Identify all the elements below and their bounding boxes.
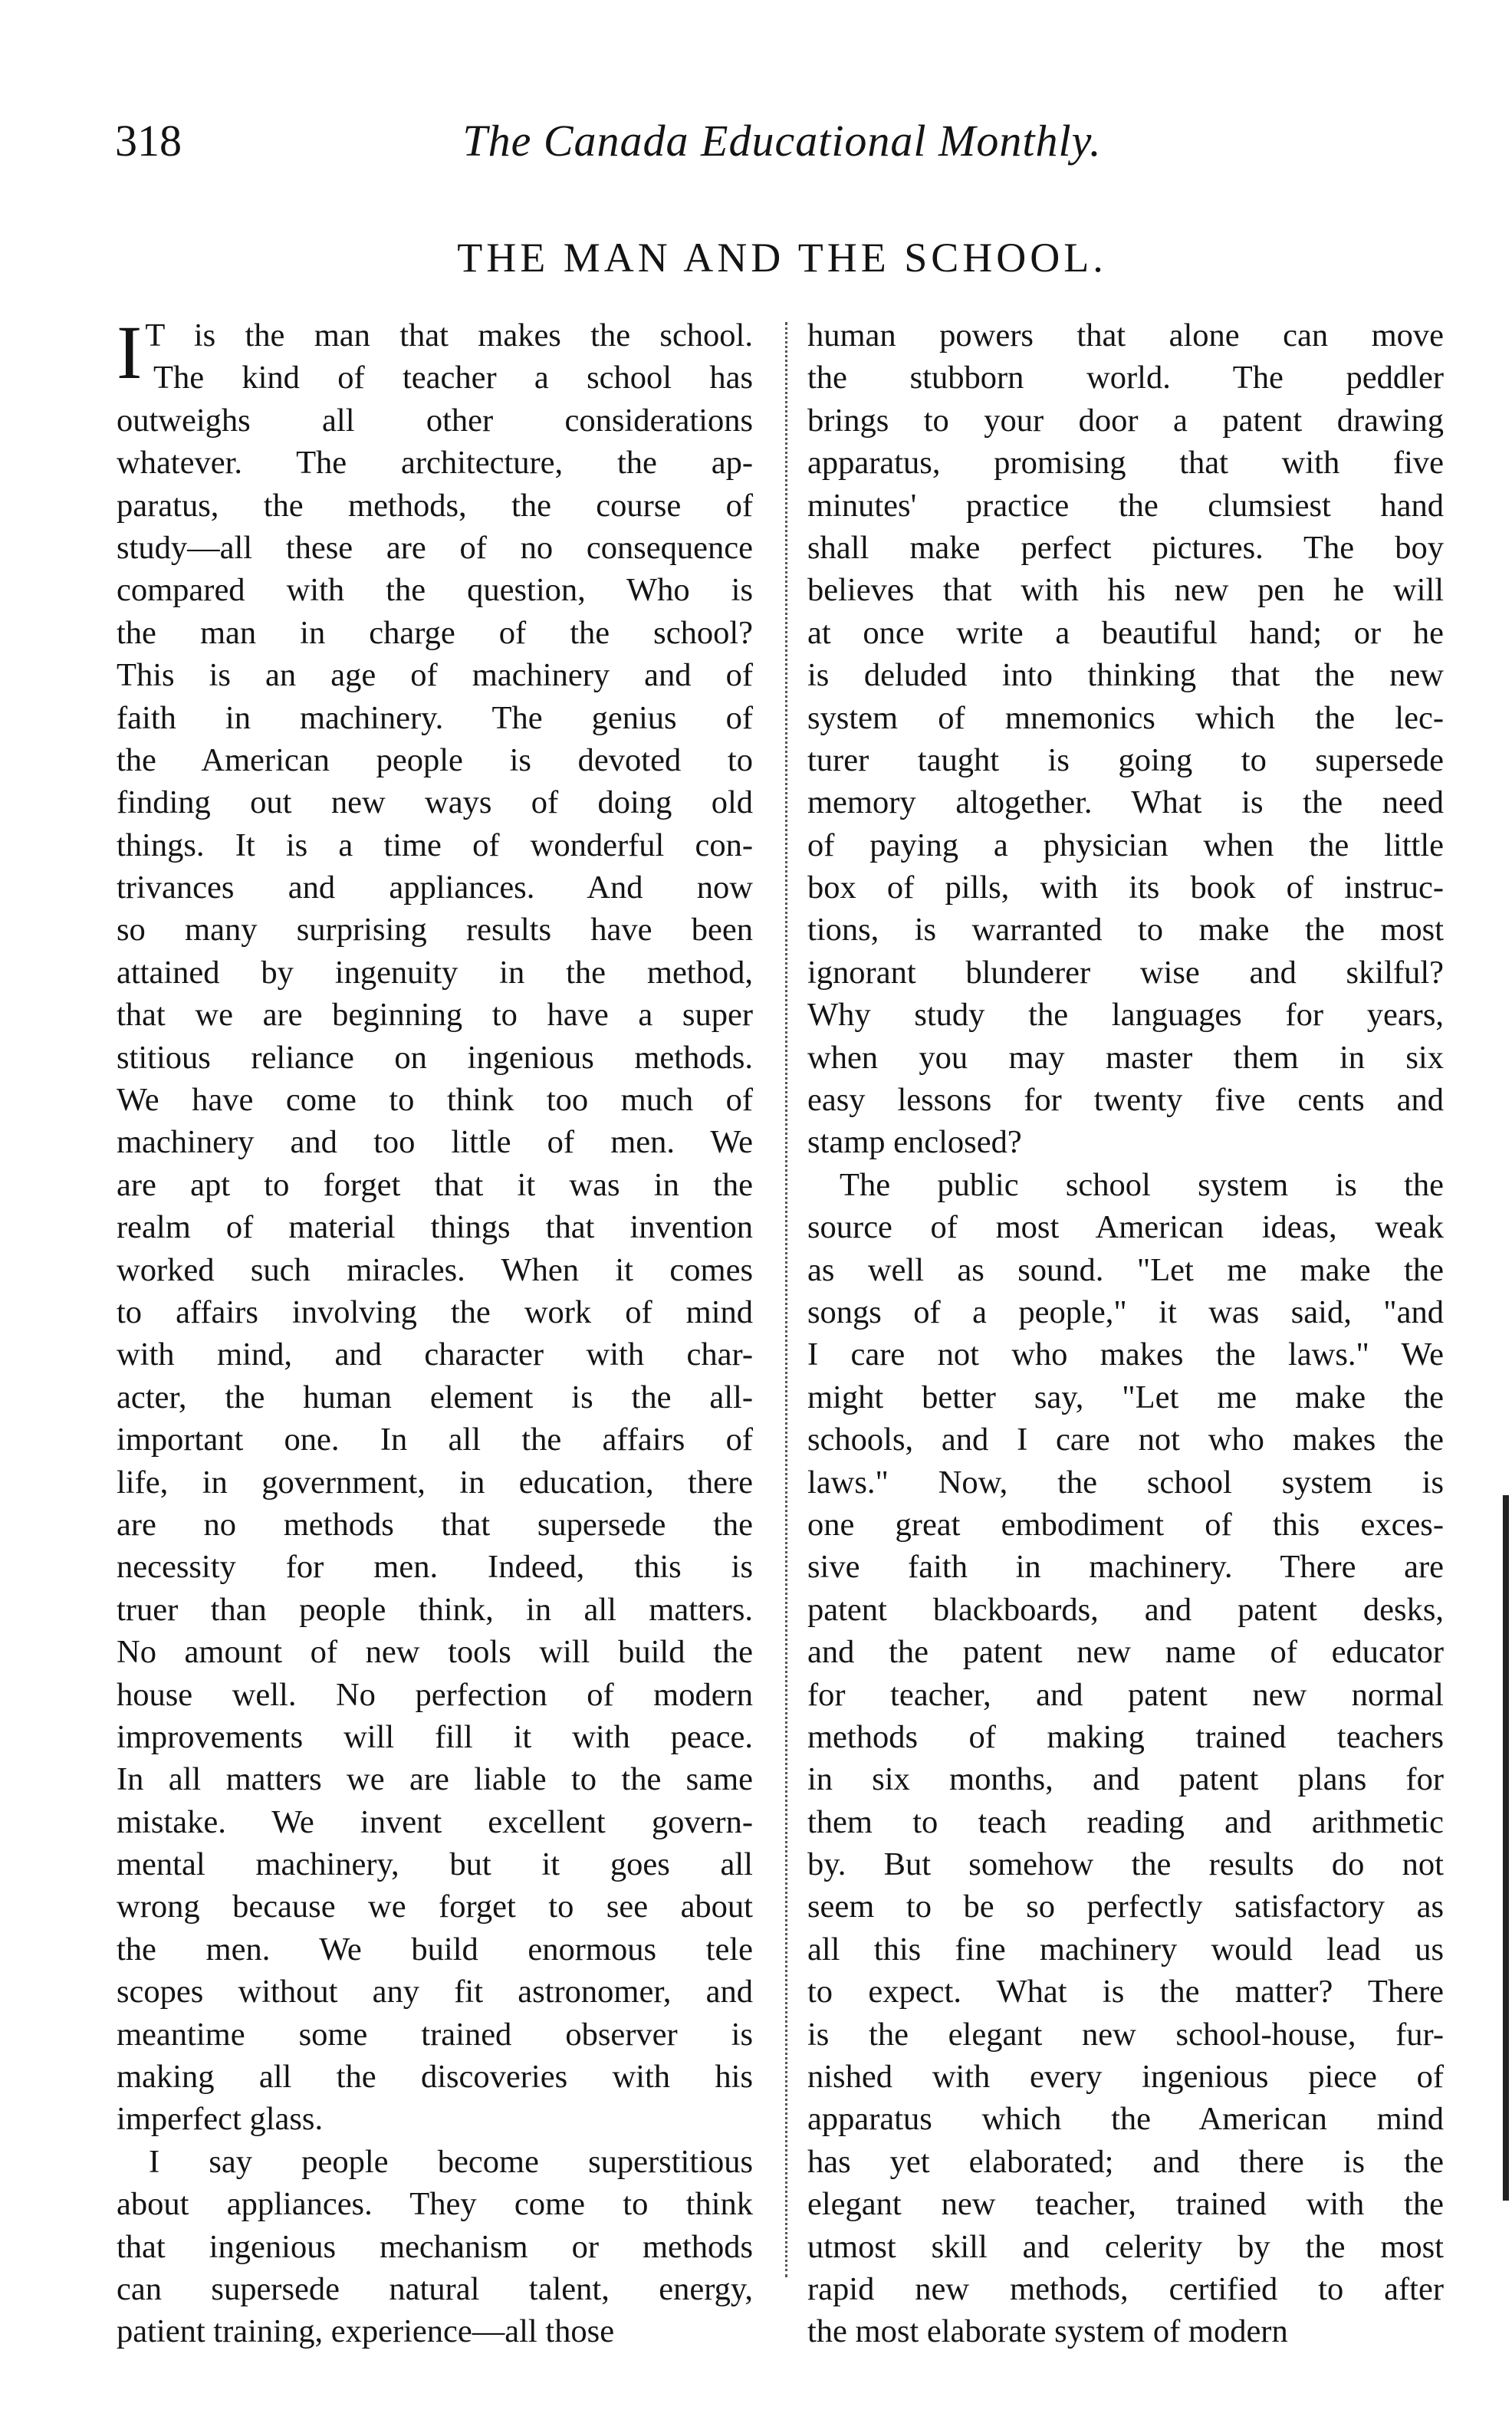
- text-line: stitious reliance on ingenious methods.: [117, 1039, 753, 1076]
- text-line: turer taught is going to supersede: [807, 741, 1444, 778]
- text-line: The public school system is the: [840, 1166, 1444, 1203]
- text-line: The kind of teacher a school has: [153, 360, 753, 396]
- text-line: to expect. What is the matter? There: [807, 1974, 1444, 2010]
- text-line: brings to your door a patent drawing: [807, 402, 1444, 439]
- page-number: 318: [115, 116, 182, 166]
- text-line: making all the discoveries with his: [117, 2059, 753, 2096]
- text-line: life, in government, in education, there: [117, 1464, 753, 1501]
- text-line: one great embodiment of this exces-: [807, 1506, 1444, 1543]
- text-line: has yet elaborated; and there is the: [807, 2143, 1444, 2180]
- text-line: them to teach reading and arithmetic: [807, 1803, 1444, 1840]
- text-line: meantime some trained observer is: [117, 2016, 753, 2053]
- drop-cap: I: [117, 310, 143, 395]
- text-line: at once write a beautiful hand; or he: [807, 614, 1444, 651]
- text-line: can supersede natural talent, energy,: [117, 2270, 753, 2307]
- text-line: the most elaborate system of modern: [807, 2313, 1288, 2350]
- text-line: easy lessons for twenty five cents and: [807, 1082, 1444, 1119]
- text-line: We have come to think too much of: [117, 1082, 753, 1119]
- text-line: improvements will fill it with peace.: [117, 1718, 753, 1755]
- text-line: about appliances. They come to think: [117, 2186, 753, 2223]
- text-line: methods of making trained teachers: [807, 1718, 1444, 1755]
- text-line: acter, the human element is the all-: [117, 1379, 753, 1415]
- text-line: ignorant blunderer wise and skilful?: [807, 954, 1444, 991]
- text-line: system of mnemonics which the lec-: [807, 699, 1444, 736]
- text-line: realm of material things that invention: [117, 1209, 753, 1246]
- text-line: house well. No perfection of modern: [117, 1676, 753, 1713]
- text-line: patient training, experience—all those: [117, 2313, 615, 2350]
- text-line: elegant new teacher, trained with the: [807, 2186, 1444, 2223]
- text-line: scopes without any fit astronomer, and: [117, 1974, 753, 2010]
- text-line: for teacher, and patent new normal: [807, 1676, 1444, 1713]
- text-line: truer than people think, in all matters.: [117, 1591, 753, 1628]
- text-line: No amount of new tools will build the: [117, 1634, 753, 1671]
- text-line: apparatus which the American mind: [807, 2101, 1444, 2138]
- text-line: laws." Now, the school system is: [807, 1464, 1444, 1501]
- text-line: with mind, and character with char-: [117, 1336, 753, 1373]
- text-line: In all matters we are liable to the same: [117, 1761, 753, 1798]
- text-line: of paying a physician when the little: [807, 827, 1444, 863]
- text-line: study—all these are of no consequence: [117, 529, 753, 566]
- text-line: T is the man that makes the school.: [145, 317, 753, 353]
- text-line: wrong because we forget to see about: [117, 1889, 753, 1925]
- text-line: that ingenious mechanism or methods: [117, 2228, 753, 2265]
- text-line: compared with the question, Who is: [117, 572, 753, 609]
- text-line: box of pills, with its book of instruc-: [807, 870, 1444, 906]
- text-line: so many surprising results have been: [117, 912, 753, 948]
- article-title: THE MAN AND THE SCHOOL.: [457, 235, 1107, 281]
- text-line: is deluded into thinking that the new: [807, 657, 1444, 694]
- text-line: mistake. We invent excellent govern-: [117, 1803, 753, 1840]
- text-line: I say people become superstitious: [149, 2143, 753, 2180]
- text-line: songs of a people," it was said, "and: [807, 1294, 1444, 1330]
- text-line: the men. We build enormous tele: [117, 1931, 753, 1968]
- scan-edge-mark: [1503, 1495, 1509, 2201]
- text-line: the man in charge of the school?: [117, 614, 753, 651]
- text-line: believes that with his new pen he will: [807, 572, 1444, 609]
- text-line: whatever. The architecture, the ap-: [117, 445, 753, 482]
- text-line: to affairs involving the work of mind: [117, 1294, 753, 1330]
- article-column-left: [117, 310, 753, 2350]
- text-line: is the elegant new school-house, fur-: [807, 2016, 1444, 2053]
- text-line: shall make perfect pictures. The boy: [807, 529, 1444, 566]
- text-line: imperfect glass.: [117, 2101, 324, 2138]
- text-line: schools, and I care not who makes the: [807, 1422, 1444, 1458]
- text-line: the stubborn world. The peddler: [807, 360, 1444, 396]
- text-line: patent blackboards, and patent desks,: [807, 1591, 1444, 1628]
- text-line: in six months, and patent plans for: [807, 1761, 1444, 1798]
- text-line: machinery and too little of men. We: [117, 1124, 753, 1161]
- column-divider: [785, 322, 787, 2277]
- text-line: finding out new ways of doing old: [117, 784, 753, 821]
- text-line: the American people is devoted to: [117, 741, 753, 778]
- text-line: rapid new methods, certified to after: [807, 2270, 1444, 2307]
- text-line: attained by ingenuity in the method,: [117, 954, 753, 991]
- text-line: outweighs all other considerations: [117, 402, 753, 439]
- text-line: source of most American ideas, weak: [807, 1209, 1444, 1246]
- text-line: seem to be so perfectly satisfactory as: [807, 1889, 1444, 1925]
- text-line: Why study the languages for years,: [807, 997, 1444, 1034]
- text-line: paratus, the methods, the course of: [117, 487, 753, 524]
- text-line: when you may master them in six: [807, 1039, 1444, 1076]
- text-line: worked such miracles. When it comes: [117, 1251, 753, 1288]
- text-line: mental machinery, but it goes all: [117, 1846, 753, 1883]
- text-line: as well as sound. "Let me make the: [807, 1251, 1444, 1288]
- text-line: sive faith in machinery. There are: [807, 1549, 1444, 1586]
- running-head: [115, 115, 1449, 176]
- text-line: are apt to forget that it was in the: [117, 1166, 753, 1203]
- text-line: memory altogether. What is the need: [807, 784, 1444, 821]
- text-line: might better say, "Let me make the: [807, 1379, 1444, 1415]
- article-column-right: [807, 314, 1444, 2350]
- text-line: important one. In all the affairs of: [117, 1422, 753, 1458]
- text-line: human powers that alone can move: [807, 317, 1444, 353]
- text-line: faith in machinery. The genius of: [117, 699, 753, 736]
- text-line: trivances and appliances. And now: [117, 870, 753, 906]
- journal-title: The Canada Educational Monthly.: [462, 116, 1102, 166]
- text-line: minutes' practice the clumsiest hand: [807, 487, 1444, 524]
- text-line: are no methods that supersede the: [117, 1506, 753, 1543]
- text-line: This is an age of machinery and of: [117, 657, 753, 694]
- text-line: I care not who makes the laws." We: [807, 1336, 1444, 1373]
- text-line: all this fine machinery would lead us: [807, 1931, 1444, 1968]
- text-line: necessity for men. Indeed, this is: [117, 1549, 753, 1586]
- text-line: things. It is a time of wonderful con-: [117, 827, 753, 863]
- text-line: utmost skill and celerity by the most: [807, 2228, 1444, 2265]
- text-line: apparatus, promising that with five: [807, 445, 1444, 482]
- text-line: and the patent new name of educator: [807, 1634, 1444, 1671]
- text-line: stamp enclosed?: [807, 1124, 1022, 1161]
- text-line: by. But somehow the results do not: [807, 1846, 1444, 1883]
- text-line: that we are beginning to have a super: [117, 997, 753, 1034]
- text-line: nished with every ingenious piece of: [807, 2059, 1444, 2096]
- text-line: tions, is warranted to make the most: [807, 912, 1444, 948]
